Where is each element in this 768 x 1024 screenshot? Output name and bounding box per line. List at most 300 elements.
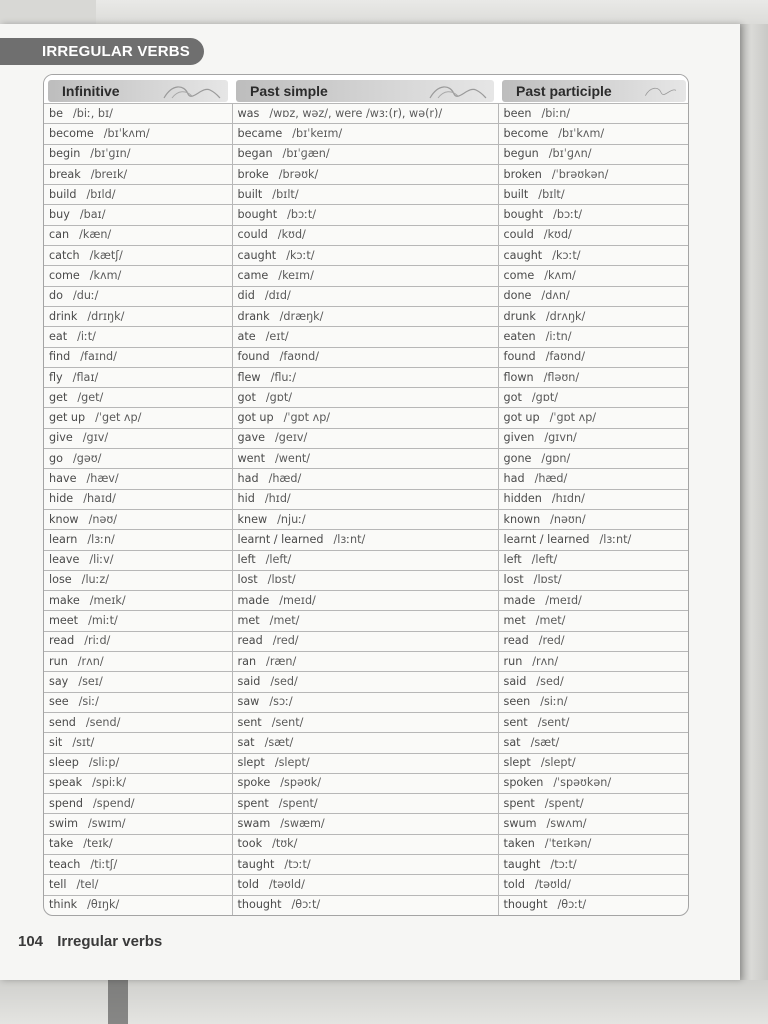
- infinitive-phonetic: /tel/: [76, 877, 99, 891]
- past-simple-cell: [232, 408, 498, 428]
- past-simple-word: broke: [237, 167, 269, 181]
- table-row: [44, 164, 689, 184]
- past-participle-word: taken: [503, 837, 535, 851]
- infinitive-phonetic: /swɪm/: [88, 817, 126, 831]
- past-simple-word: read: [237, 634, 263, 648]
- past-simple-phonetic: /geɪv/: [274, 431, 308, 445]
- past-participle-phonetic: /gɒn/: [541, 451, 571, 465]
- table-row: [44, 712, 689, 732]
- past-simple-cell: [232, 591, 498, 611]
- past-simple-word: lost: [237, 573, 258, 587]
- table-row: [44, 895, 689, 915]
- past-participle-word: bought: [503, 208, 544, 222]
- scan-bottom-edge: [0, 980, 768, 1024]
- past-simple-word: ate: [237, 329, 256, 343]
- past-simple-word: spoke: [237, 776, 271, 790]
- infinitive-word: tell: [49, 877, 67, 891]
- past-participle-word: had: [503, 471, 525, 485]
- past-simple-phonetic: /met/: [269, 614, 300, 628]
- past-simple-word: built: [237, 187, 263, 201]
- past-participle-phonetic: /ˈspəʊkən/: [553, 776, 612, 790]
- infinitive-cell: [44, 570, 232, 590]
- table-row: [44, 611, 689, 631]
- infinitive-cell: [44, 753, 232, 773]
- past-participle-phonetic: /hæd/: [534, 471, 568, 485]
- past-simple-phonetic: /went/: [275, 451, 311, 465]
- infinitive-phonetic: /spiːk/: [92, 776, 126, 790]
- past-participle-phonetic: /fləʊn/: [543, 370, 580, 384]
- past-participle-cell: [498, 144, 689, 164]
- infinitive-word: get up: [49, 411, 86, 425]
- past-simple-cell: [232, 428, 498, 448]
- infinitive-word: run: [49, 654, 68, 668]
- infinitive-phonetic: /ˈget ʌp/: [95, 411, 142, 425]
- infinitive-word: get: [49, 390, 68, 404]
- past-participle-cell: [498, 428, 689, 448]
- past-participle-word: thought: [503, 898, 548, 912]
- past-simple-word: bought: [237, 208, 278, 222]
- infinitive-word: say: [49, 674, 69, 688]
- past-simple-cell: [232, 124, 498, 144]
- infinitive-phonetic: /nəʊ/: [88, 512, 118, 526]
- past-participle-cell: [498, 773, 689, 793]
- infinitive-word: fly: [49, 370, 63, 384]
- past-participle-cell: [498, 164, 689, 184]
- past-participle-cell: [498, 408, 689, 428]
- infinitive-word: sleep: [49, 756, 79, 770]
- past-simple-phonetic: /slept/: [274, 756, 310, 770]
- header-past-simple: [236, 80, 494, 102]
- infinitive-cell: [44, 286, 232, 306]
- past-participle-cell: [498, 509, 689, 529]
- past-participle-phonetic: /kʌm/: [544, 269, 576, 283]
- swirl-ornament-icon: [428, 82, 488, 100]
- past-simple-cell: [232, 469, 498, 489]
- past-participle-word: said: [503, 674, 527, 688]
- past-simple-cell: [232, 205, 498, 225]
- past-participle-word: found: [503, 350, 536, 364]
- past-participle-phonetic: /bɪˈɡʌn/: [548, 147, 592, 161]
- past-participle-phonetic: /lɒst/: [533, 573, 562, 587]
- table-row: [44, 306, 689, 326]
- infinitive-word: go: [49, 451, 63, 465]
- past-participle-word: sat: [503, 735, 521, 749]
- table-row: [44, 124, 689, 144]
- past-participle-phonetic: /bɔːt/: [553, 208, 583, 222]
- past-participle-phonetic: /bɪˈkʌm/: [558, 126, 605, 140]
- header-past-participle-label: Past participle: [516, 83, 612, 99]
- past-participle-word: become: [503, 126, 549, 140]
- past-participle-cell: [498, 246, 689, 266]
- past-participle-cell: [498, 347, 689, 367]
- past-participle-word: drunk: [503, 309, 536, 323]
- past-simple-word: saw: [237, 695, 260, 709]
- infinitive-cell: [44, 327, 232, 347]
- past-simple-phonetic: /hæd/: [268, 471, 302, 485]
- past-simple-phonetic: /sæt/: [264, 735, 294, 749]
- section-banner: IRREGULAR VERBS: [0, 38, 204, 65]
- infinitive-cell: [44, 712, 232, 732]
- past-simple-word: was: [237, 106, 260, 120]
- past-participle-cell: [498, 915, 689, 916]
- past-participle-word: swum: [503, 817, 537, 831]
- past-simple-cell: [232, 854, 498, 874]
- infinitive-cell: [44, 773, 232, 793]
- infinitive-word: come: [49, 269, 80, 283]
- past-participle-word: left: [503, 553, 522, 567]
- past-participle-cell: [498, 286, 689, 306]
- past-participle-phonetic: /swʌm/: [546, 817, 587, 831]
- past-participle-phonetic: /sed/: [536, 674, 564, 688]
- past-simple-phonetic: /spent/: [278, 796, 318, 810]
- infinitive-phonetic: /faɪnd/: [80, 350, 117, 364]
- infinitive-phonetic: /biː, bɪ/: [72, 106, 113, 120]
- past-simple-word: ran: [237, 654, 257, 668]
- past-participle-word: told: [503, 877, 525, 891]
- past-simple-word: took: [237, 837, 263, 851]
- infinitive-phonetic: /haɪd/: [83, 492, 116, 506]
- past-simple-phonetic: /red/: [272, 634, 299, 648]
- past-simple-phonetic: /sɔː/: [269, 695, 293, 709]
- table-row: [44, 286, 689, 306]
- infinitive-cell: [44, 225, 232, 245]
- past-simple-cell: [232, 692, 498, 712]
- past-simple-phonetic: /θɔːt/: [291, 898, 321, 912]
- past-simple-word: got: [237, 390, 256, 404]
- past-participle-phonetic: /met/: [535, 614, 566, 628]
- past-participle-word: begun: [503, 147, 539, 161]
- past-simple-word: gave: [237, 431, 265, 445]
- infinitive-phonetic: /meɪk/: [89, 593, 126, 607]
- infinitive-word: begin: [49, 147, 81, 161]
- infinitive-cell: [44, 611, 232, 631]
- past-simple-cell: [232, 266, 498, 286]
- infinitive-cell: [44, 408, 232, 428]
- past-simple-word: came: [237, 269, 269, 283]
- past-simple-phonetic: /sed/: [270, 674, 298, 688]
- past-simple-word: sat: [237, 735, 255, 749]
- past-simple-cell: [232, 367, 498, 387]
- table-row: [44, 428, 689, 448]
- infinitive-cell: [44, 672, 232, 692]
- past-simple-phonetic: /tɔːt/: [284, 857, 311, 871]
- past-participle-cell: [498, 550, 689, 570]
- past-participle-phonetic: /left/: [531, 553, 558, 567]
- past-simple-word: became: [237, 126, 283, 140]
- table-row: [44, 854, 689, 874]
- infinitive-phonetic: /riːd/: [84, 634, 111, 648]
- past-simple-phonetic: /lɒst/: [267, 573, 296, 587]
- scan-top-edge: [0, 0, 768, 24]
- infinitive-phonetic: /kʌm/: [89, 269, 122, 283]
- page-footer: [18, 933, 162, 950]
- infinitive-cell: [44, 144, 232, 164]
- infinitive-cell: [44, 733, 232, 753]
- infinitive-phonetic: /iːt/: [77, 329, 96, 343]
- infinitive-word: eat: [49, 329, 68, 343]
- past-simple-word: spent: [237, 796, 269, 810]
- table-header-row: [44, 75, 689, 104]
- past-simple-phonetic: /ræn/: [266, 654, 297, 668]
- past-participle-cell: [498, 672, 689, 692]
- past-participle-cell: [498, 306, 689, 326]
- infinitive-phonetic: /bɪˈɡɪn/: [90, 147, 131, 161]
- past-participle-phonetic: /spent/: [544, 796, 584, 810]
- past-simple-word: taught: [237, 857, 275, 871]
- infinitive-word: lose: [49, 573, 72, 587]
- infinitive-cell: [44, 489, 232, 509]
- infinitive-cell: [44, 185, 232, 205]
- past-simple-cell: [232, 509, 498, 529]
- table-row: [44, 814, 689, 834]
- past-participle-word: got up: [503, 411, 540, 425]
- scan-binding-mark: [108, 980, 128, 1024]
- past-simple-cell: [232, 144, 498, 164]
- infinitive-word: know: [49, 512, 79, 526]
- table-row: [44, 631, 689, 651]
- past-participle-word: come: [503, 269, 535, 283]
- infinitive-cell: [44, 530, 232, 550]
- past-simple-phonetic: /njuː/: [277, 512, 306, 526]
- past-simple-word: had: [237, 471, 259, 485]
- past-participle-word: known: [503, 512, 541, 526]
- past-participle-cell: [498, 794, 689, 814]
- past-participle-phonetic: /lɜːnt/: [599, 532, 632, 546]
- irregular-verbs-table: [44, 75, 689, 916]
- infinitive-word: spend: [49, 796, 84, 810]
- infinitive-cell: [44, 449, 232, 469]
- past-simple-cell: [232, 225, 498, 245]
- past-simple-word: caught: [237, 248, 277, 262]
- past-participle-word: lost: [503, 573, 524, 587]
- infinitive-cell: [44, 347, 232, 367]
- infinitive-word: give: [49, 431, 73, 445]
- infinitive-word: think: [49, 898, 78, 912]
- table-row: [44, 388, 689, 408]
- past-participle-cell: [498, 489, 689, 509]
- past-participle-phonetic: /siːn/: [540, 695, 568, 709]
- past-participle-word: could: [503, 228, 534, 242]
- past-participle-word: learnt / learned: [503, 532, 590, 546]
- past-simple-cell: [232, 915, 498, 916]
- past-simple-word: could: [237, 228, 268, 242]
- infinitive-phonetic: /siː/: [78, 695, 99, 709]
- infinitive-cell: [44, 205, 232, 225]
- table-row: [44, 794, 689, 814]
- header-past-participle: [502, 80, 686, 102]
- past-participle-cell: [498, 854, 689, 874]
- past-participle-cell: [498, 895, 689, 915]
- past-participle-cell: [498, 733, 689, 753]
- past-participle-word: read: [503, 634, 529, 648]
- past-simple-word: thought: [237, 898, 282, 912]
- infinitive-word: send: [49, 715, 76, 729]
- infinitive-word: learn: [49, 532, 78, 546]
- infinitive-word: make: [49, 593, 80, 607]
- infinitive-phonetic: /send/: [85, 715, 121, 729]
- table-row: [44, 469, 689, 489]
- past-simple-cell: [232, 875, 498, 895]
- table-row: [44, 347, 689, 367]
- past-participle-cell: [498, 611, 689, 631]
- table-row: [44, 327, 689, 347]
- past-simple-word: knew: [237, 512, 268, 526]
- past-simple-cell: [232, 895, 498, 915]
- past-participle-word: flown: [503, 370, 534, 384]
- past-simple-phonetic: /sent/: [271, 715, 304, 729]
- infinitive-word: teach: [49, 857, 81, 871]
- past-simple-cell: [232, 733, 498, 753]
- infinitive-phonetic: /tiːtʃ/: [90, 857, 118, 871]
- past-participle-word: given: [503, 431, 535, 445]
- infinitive-word: meet: [49, 614, 79, 628]
- scan-top-left-shadow: [0, 0, 96, 24]
- past-participle-phonetic: /faʊnd/: [545, 350, 586, 364]
- past-participle-word: sent: [503, 715, 528, 729]
- table-row: [44, 104, 689, 124]
- infinitive-word: leave: [49, 553, 80, 567]
- past-simple-word: hid: [237, 492, 255, 506]
- past-participle-phonetic: /slept/: [540, 756, 576, 770]
- past-simple-word: learnt / learned: [237, 532, 324, 546]
- past-simple-word: began: [237, 147, 273, 161]
- page-number: 104: [18, 933, 44, 950]
- infinitive-phonetic: /spend/: [93, 796, 135, 810]
- infinitive-phonetic: /breɪk/: [90, 167, 128, 181]
- past-participle-word: been: [503, 106, 532, 120]
- infinitive-phonetic: /baɪ/: [79, 208, 106, 222]
- past-simple-phonetic: /gɒt/: [265, 390, 292, 404]
- table-row: [44, 753, 689, 773]
- infinitive-cell: [44, 875, 232, 895]
- past-participle-cell: [498, 124, 689, 144]
- past-simple-phonetic: /dræŋk/: [279, 309, 324, 323]
- past-participle-word: got: [503, 390, 522, 404]
- past-simple-phonetic: /faʊnd/: [279, 350, 320, 364]
- past-simple-phonetic: /bɪˈkeɪm/: [292, 126, 343, 140]
- past-participle-word: run: [503, 654, 523, 668]
- infinitive-phonetic: /teɪk/: [83, 837, 113, 851]
- infinitive-phonetic: /duː/: [72, 289, 99, 303]
- verbs-table-frame: [43, 74, 689, 916]
- infinitive-cell: [44, 509, 232, 529]
- table-row: [44, 875, 689, 895]
- past-simple-phonetic: /eɪt/: [265, 329, 289, 343]
- past-participle-phonetic: /sent/: [537, 715, 570, 729]
- past-simple-phonetic: /fluː/: [270, 370, 297, 384]
- infinitive-phonetic: /liːv/: [89, 553, 114, 567]
- infinitive-phonetic: /lɜːn/: [87, 532, 115, 546]
- infinitive-word: take: [49, 837, 74, 851]
- table-row: [44, 550, 689, 570]
- header-past-simple-cell: [232, 75, 498, 104]
- past-simple-phonetic: /ˈgɒt ʌp/: [283, 411, 331, 425]
- past-participle-cell: [498, 834, 689, 854]
- past-simple-word: drank: [237, 309, 270, 323]
- past-simple-cell: [232, 286, 498, 306]
- infinitive-cell: [44, 428, 232, 448]
- table-row: [44, 449, 689, 469]
- table-row: [44, 489, 689, 509]
- past-simple-word: said: [237, 674, 261, 688]
- past-simple-cell: [232, 794, 498, 814]
- past-participle-phonetic: /təʊld/: [534, 877, 571, 891]
- infinitive-cell: [44, 164, 232, 184]
- infinitive-phonetic: /hæv/: [86, 471, 119, 485]
- header-infinitive-cell: [44, 75, 232, 104]
- past-simple-word: made: [237, 593, 270, 607]
- past-simple-cell: [232, 449, 498, 469]
- past-simple-cell: [232, 712, 498, 732]
- table-row: [44, 144, 689, 164]
- table-row: [44, 246, 689, 266]
- infinitive-phonetic: /rʌn/: [77, 654, 104, 668]
- past-participle-cell: [498, 185, 689, 205]
- infinitive-phonetic: /drɪŋk/: [87, 309, 125, 323]
- past-participle-cell: [498, 712, 689, 732]
- infinitive-phonetic: /gɪv/: [82, 431, 109, 445]
- infinitive-cell: [44, 367, 232, 387]
- infinitive-cell: [44, 550, 232, 570]
- past-participle-word: seen: [503, 695, 531, 709]
- infinitive-cell: [44, 266, 232, 286]
- past-simple-cell: [232, 185, 498, 205]
- past-participle-phonetic: /biːn/: [541, 106, 571, 120]
- infinitive-word: can: [49, 228, 70, 242]
- table-row: [44, 834, 689, 854]
- past-participle-phonetic: /gɪvn/: [544, 431, 577, 445]
- past-simple-phonetic: /spəʊk/: [280, 776, 321, 790]
- past-participle-cell: [498, 570, 689, 590]
- past-participle-phonetic: /meɪd/: [545, 593, 582, 607]
- past-participle-word: slept: [503, 756, 531, 770]
- infinitive-phonetic: /bɪˈkʌm/: [103, 126, 150, 140]
- infinitive-phonetic: /bɪld/: [86, 187, 116, 201]
- past-simple-cell: [232, 246, 498, 266]
- infinitive-cell: [44, 306, 232, 326]
- table-row: [44, 652, 689, 672]
- infinitive-cell: [44, 104, 232, 124]
- infinitive-phonetic: /luːz/: [81, 573, 110, 587]
- footer-label: Irregular verbs: [57, 933, 163, 950]
- past-simple-phonetic: /brəʊk/: [278, 167, 319, 181]
- past-simple-cell: [232, 306, 498, 326]
- past-participle-cell: [498, 449, 689, 469]
- past-participle-cell: [498, 753, 689, 773]
- infinitive-word: catch: [49, 248, 80, 262]
- past-participle-word: made: [503, 593, 536, 607]
- past-participle-phonetic: /hɪdn/: [551, 492, 585, 506]
- past-participle-cell: [498, 469, 689, 489]
- table-row: [44, 266, 689, 286]
- past-simple-cell: [232, 570, 498, 590]
- infinitive-word: have: [49, 471, 77, 485]
- table-row: [44, 205, 689, 225]
- past-simple-word: told: [237, 877, 259, 891]
- past-participle-phonetic: /ˈteɪkən/: [544, 837, 592, 851]
- infinitive-phonetic: /gəʊ/: [72, 451, 102, 465]
- infinitive-word: see: [49, 695, 69, 709]
- past-participle-phonetic: /ˈbrəʊkən/: [551, 167, 609, 181]
- infinitive-word: buy: [49, 208, 70, 222]
- table-row: [44, 408, 689, 428]
- infinitive-phonetic: /θɪŋk/: [87, 898, 120, 912]
- infinitive-cell: [44, 652, 232, 672]
- infinitive-word: build: [49, 187, 77, 201]
- infinitive-phonetic: /flaɪ/: [72, 370, 99, 384]
- past-simple-word: flew: [237, 370, 261, 384]
- infinitive-phonetic: /miːt/: [88, 614, 118, 628]
